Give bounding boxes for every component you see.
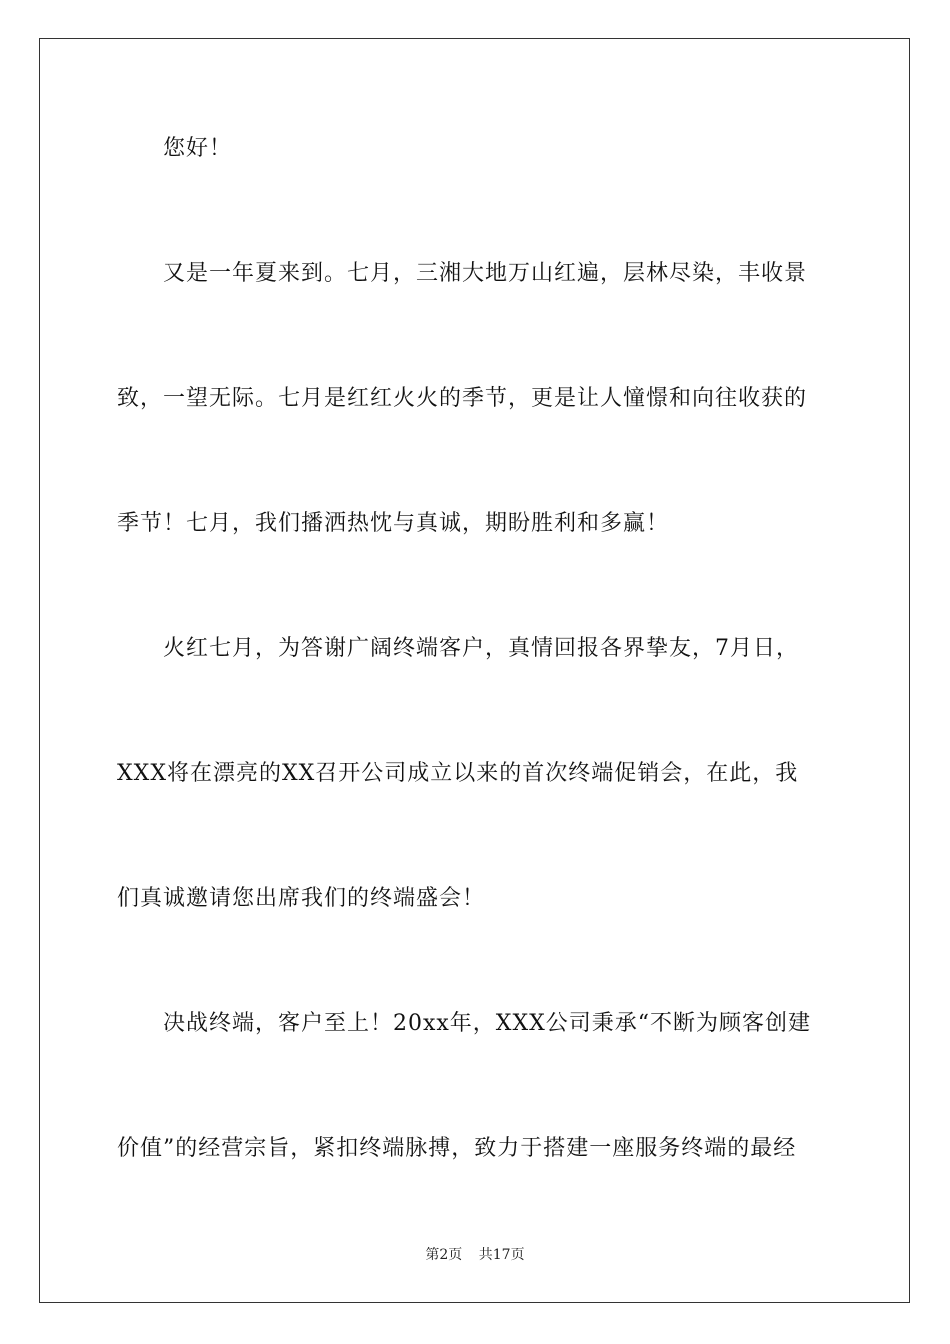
page-footer [0, 1245, 950, 1265]
body-line: 致，一望无际。七月是红红火火的季节，更是让人憧憬和向往收获的 [117, 386, 808, 411]
body-line: XXX将在漂亮的XX召开公司成立以来的首次终端促销会，在此，我 [117, 761, 799, 786]
body-line: 又是一年夏来到。七月，三湘大地万山红遍，层林尽染，丰收景 [163, 261, 808, 286]
greeting-line: 您好！ [163, 136, 233, 161]
body-line: 价值”的经营宗旨，紧扣终端脉搏，致力于搭建一座服务终端的最经 [117, 1136, 797, 1161]
body-line: 们真诚邀请您出席我们的终端盛会！ [117, 886, 486, 911]
body-line: 火红七月，为答谢广阔终端客户，真情回报各界挚友，7月日， [163, 636, 799, 661]
page-total: 共17页 [478, 1247, 525, 1263]
body-line: 季节！七月，我们播洒热忱与真诚，期盼胜利和多赢！ [117, 511, 670, 536]
body-line: 决战终端，客户至上！20xx年，XXX公司秉承“不断为顾客创建 [163, 1011, 812, 1036]
page-number: 第2页 [425, 1247, 463, 1263]
page-border [39, 38, 910, 1303]
